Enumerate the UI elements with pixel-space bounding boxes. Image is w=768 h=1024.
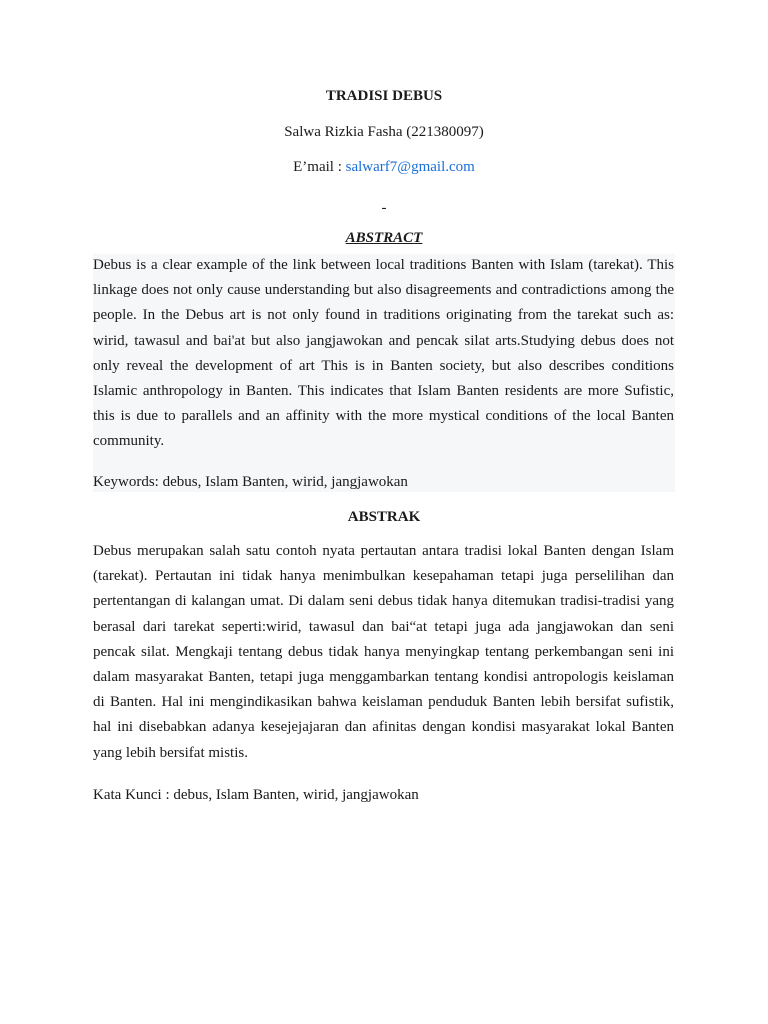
email-line xyxy=(0,157,768,177)
email-link[interactable]: salwarf7@gmail.com xyxy=(345,159,475,175)
separator-dash: - xyxy=(381,200,387,216)
paper-title: TRADISI DEBUS xyxy=(325,88,443,104)
author-line: Salwa Rizkia Fasha (221380097) xyxy=(284,124,484,140)
abstrak-heading: ABSTRAK xyxy=(347,509,421,525)
abstrak-keywords: Kata Kunci : debus, Islam Banten, wirid, jangjawokan xyxy=(93,787,419,803)
abstract-heading: ABSTRACT xyxy=(345,230,423,246)
abstrak-body: Debus merupakan salah satu contoh nyata pertautan antara tradisi lokal Banten dengan Islam (tarekat). Pertautan ini tidak hanya menimbulkan kesepahaman tetapi juga perselilihan dan pertentangan di kalangan umat. Di dalam seni debus tidak hanya ditemukan tradisi-tradisi yang berasal dari tarekat seperti:wirid, tawasul dan bai“at tetapi juga ada jangjawokan dan seni pencak silat. Mengkaji tentang debus tidak hanya menyingkap tentang perkembangan seni ini dalam masyarakat Banten, tetapi juga menggambarkan tentang kondisi antropologis keislaman di Banten. Hal ini mengindikasikan bahwa keislaman penduduk Banten lebih bersifat sufistik, hal ini disebabkan adanya kesejejajaran dan afinitas dengan kondisi masyarakat lokal Banten yang lebih bersifat mistis. xyxy=(93,543,674,761)
abstract-body: Debus is a clear example of the link between local traditions Banten with Islam (tarekat). This linkage does not only cause understanding but also disagreements and contradictions among the people. In the Debus art is not only found in traditions originating from the tarekat such as: wirid, tawasul and bai'at but also jangjawokan and pencak silat arts.Studying debus does not only reveal the development of art This is in Banten society, but also describes conditions Islamic anthropology in Banten. This indicates that Islam Banten residents are more Sufistic, this is due to parallels and an affinity with the more mystical conditions of the local Banten community. xyxy=(93,257,674,450)
abstract-keywords: Keywords: debus, Islam Banten, wirid, jangjawokan xyxy=(93,474,408,490)
email-label: E’mail : xyxy=(293,159,346,175)
